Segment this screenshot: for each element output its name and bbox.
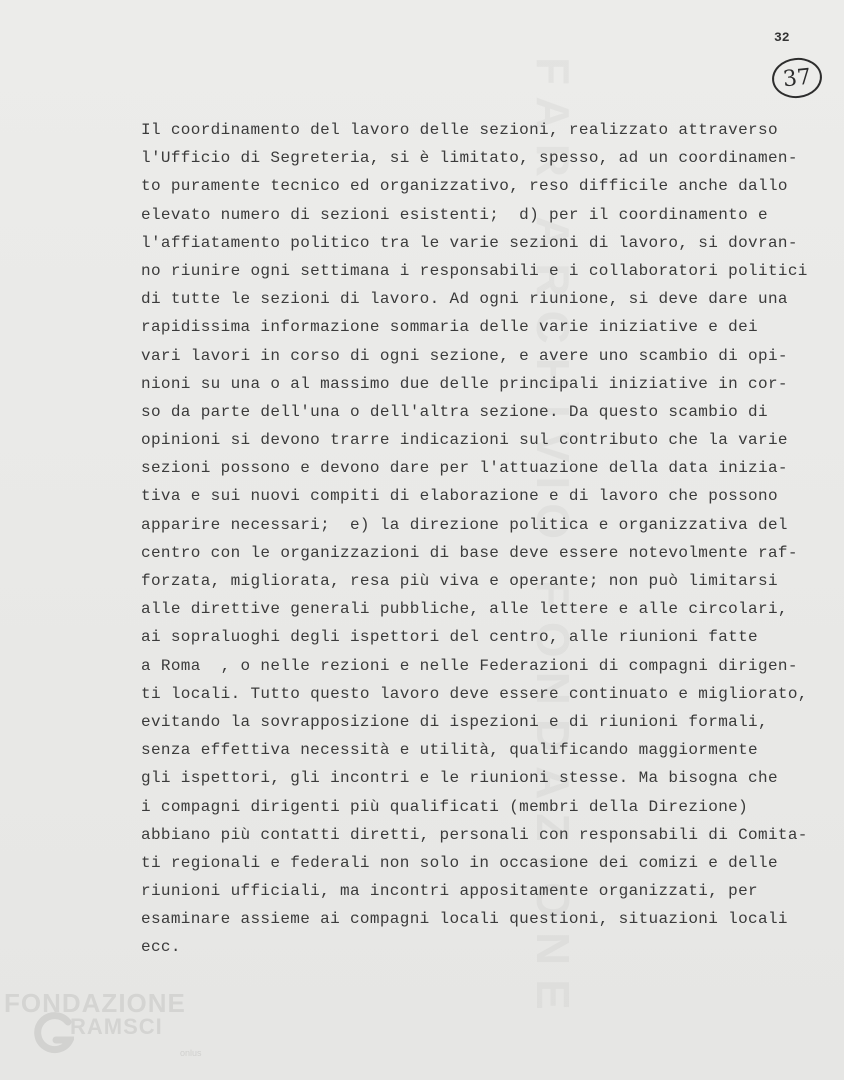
text-line: to puramente tecnico ed organizzativo, reso difficile anche dallo bbox=[141, 177, 788, 196]
text-line: rapidissima informazione sommaria delle varie iniziative e dei bbox=[141, 318, 758, 337]
fondazione-gramsci-logo bbox=[4, 988, 214, 1068]
text-line: alle direttive generali pubbliche, alle lettere e alle circolari, bbox=[141, 600, 788, 619]
text-line: esaminare assieme ai compagni locali questioni, situazioni locali bbox=[141, 910, 788, 929]
text-line: evitando la sovrapposizione di ispezioni e di riunioni formali, bbox=[141, 712, 768, 731]
text-line: so da parte dell'una o dell'altra sezione. Da questo scambio di bbox=[141, 402, 768, 421]
logo-subtitle: onlus bbox=[180, 1048, 202, 1058]
page-number: 32 bbox=[774, 30, 790, 45]
text-line: gli ispettori, gli incontri e le riunioni stesse. Ma bisogna che bbox=[141, 769, 778, 788]
text-line: centro con le organizzazioni di base deve essere notevolmente raf- bbox=[141, 543, 798, 562]
text-line: ti locali. Tutto questo lavoro deve essere continuato e migliorato, bbox=[141, 684, 808, 703]
text-line: tiva e sui nuovi compiti di elaborazione e di lavoro che possono bbox=[141, 487, 778, 506]
logo-line-fondazione: FONDAZIONE bbox=[4, 988, 186, 1018]
text-line: a Roma , o nelle rezioni e nelle Federazioni di compagni dirigen- bbox=[141, 656, 798, 675]
typewritten-body bbox=[141, 116, 831, 962]
archive-watermark: FAR ARCHIVIO FONDAZIONE bbox=[527, 56, 579, 1024]
text-line: di tutte le sezioni di lavoro. Ad ogni riunione, si deve dare una bbox=[141, 290, 788, 309]
folio-number-stamp bbox=[770, 55, 824, 100]
text-line: apparire necessari; e) la direzione politica e organizzativa del bbox=[141, 515, 788, 534]
text-line: elevato numero di sezioni esistenti; d) per il coordinamento e bbox=[141, 205, 768, 224]
text-line: opinioni si devono trarre indicazioni sul contributo che la varie bbox=[141, 431, 788, 450]
text-line: l'Ufficio di Segreteria, si è limitato, spesso, ad un coordinamen- bbox=[141, 149, 798, 168]
text-line: senza effettiva necessità e utilità, qualificando maggiormente bbox=[141, 741, 758, 760]
text-line: no riunire ogni settimana i responsabili e i collaboratori politici bbox=[141, 261, 808, 280]
text-line: ti regionali e federali non solo in occasione dei comizi e delle bbox=[141, 853, 778, 872]
text-line: vari lavori in corso di ogni sezione, e avere uno scambio di opi- bbox=[141, 346, 788, 365]
text-line: Il coordinamento del lavoro delle sezioni, realizzato attraverso bbox=[141, 121, 778, 139]
text-line: riunioni ufficiali, ma incontri appositamente organizzati, per bbox=[141, 882, 758, 901]
text-line: nioni su una o al massimo due delle principali iniziative in cor- bbox=[141, 374, 788, 393]
text-line: sezioni possono e devono dare per l'attuazione della data inizia- bbox=[141, 459, 788, 478]
text-line: l'affiatamento politico tra le varie sezioni di lavoro, si dovran- bbox=[141, 233, 798, 252]
text-line: abbiano più contatti diretti, personali con responsabili di Comita- bbox=[141, 825, 808, 844]
logo-line-gramsci: RAMSCI bbox=[70, 1014, 163, 1039]
text-line: ecc. bbox=[141, 938, 181, 957]
text-line: ai sopraluoghi degli ispettori del centro, alle riunioni fatte bbox=[141, 628, 758, 647]
folio-number: 37 bbox=[781, 64, 813, 92]
logo-g-icon bbox=[34, 1010, 74, 1056]
text-line: i compagni dirigenti più qualificati (membri della Direzione) bbox=[141, 797, 749, 816]
text-line: forzata, migliorata, resa più viva e operante; non può limitarsi bbox=[141, 572, 778, 590]
